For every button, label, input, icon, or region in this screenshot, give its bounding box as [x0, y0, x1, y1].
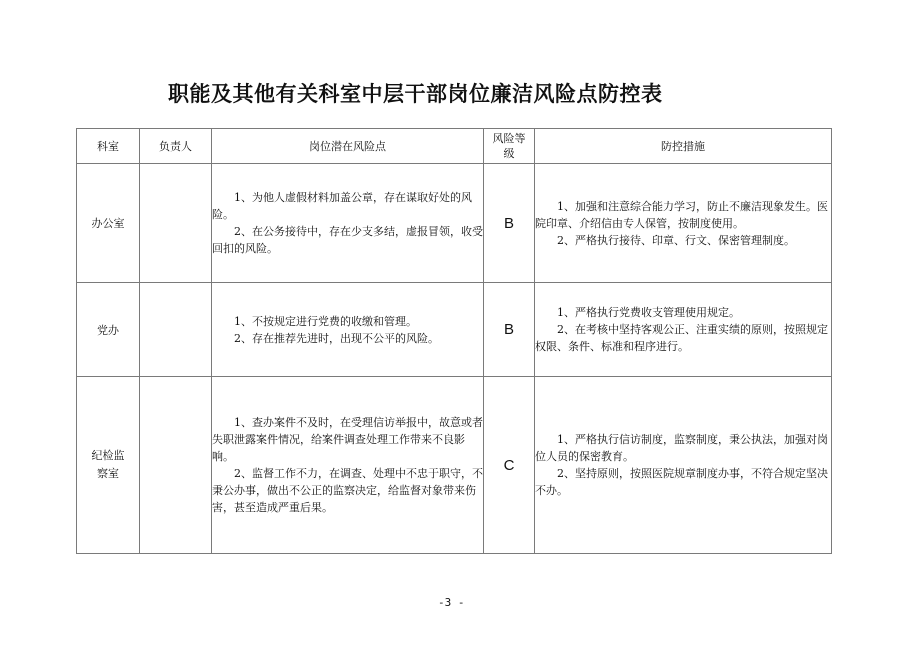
- risk-item: 2、存在推荐先进时，出现不公平的风险。: [234, 331, 439, 345]
- person-cell: [140, 283, 212, 377]
- header-measures: 防控措施: [535, 129, 832, 164]
- risk-item: 2、监督工作不力，在调查、处理中不忠于职守，不秉公办事，做出不公正的监察决定，给监督对象带来伤害，甚至造成严重后果。: [212, 467, 483, 514]
- measure-item: 1、加强和注意综合能力学习，防止不廉洁现象发生。医院印章、介绍信由专人保管，按制度使用。: [535, 199, 828, 230]
- measure-item: 1、严格执行党费收支管理使用规定。: [557, 306, 740, 319]
- header-dept: 科室: [77, 129, 140, 164]
- header-row: [77, 129, 832, 164]
- person-cell: [140, 164, 212, 283]
- risk-item: 2、在公务接待中，存在少支多结，虚报冒领，收受回扣的风险。: [212, 225, 483, 255]
- measure-item: 2、在考核中坚持客观公正、注重实绩的原则，按照规定权限、条件、标准和程序进行。: [535, 323, 828, 353]
- dept-cell: 纪检监察室: [77, 377, 140, 554]
- table-row: [77, 283, 832, 377]
- measures-cell: [535, 283, 832, 377]
- table-row: [77, 164, 832, 283]
- measure-item: 1、严格执行信访制度，监察制度，秉公执法，加强对岗位人员的保密教育。: [535, 433, 828, 463]
- document-title: 职能及其他有关科室中层干部岗位廉洁风险点防控表: [168, 82, 663, 106]
- risk-item: 1、不按规定进行党费的收缴和管理。: [234, 314, 417, 328]
- person-cell: [140, 377, 212, 554]
- measures-cell: [535, 377, 832, 554]
- level-cell: B: [484, 283, 535, 377]
- risk-cell: [212, 377, 484, 554]
- level-cell: C: [484, 377, 535, 554]
- measures-cell: [535, 164, 832, 283]
- table-row: [77, 377, 832, 554]
- measure-item: 2、严格执行接待、印章、行文、保密管理制度。: [557, 233, 795, 247]
- dept-cell: 党办: [77, 283, 140, 377]
- risk-control-table: [76, 128, 832, 554]
- header-risk: 岗位潜在风险点: [212, 129, 484, 164]
- risk-cell: [212, 283, 484, 377]
- header-person: 负责人: [140, 129, 212, 164]
- dept-cell: 办公室: [77, 164, 140, 283]
- header-level: 风险等级: [484, 129, 535, 164]
- risk-item: 1、查办案件不及时，在受理信访举报中，故意或者失职泄露案件情况，给案件调查处理工作带来不良影响。: [212, 416, 483, 463]
- page-number: -3 -: [438, 596, 465, 609]
- measure-item: 2、坚持原则，按照医院规章制度办事，不符合规定坚决不办。: [535, 467, 828, 497]
- risk-item: 1、为他人虚假材料加盖公章，存在谋取好处的风险。: [212, 191, 472, 221]
- risk-cell: [212, 164, 484, 283]
- level-cell: B: [484, 164, 535, 283]
